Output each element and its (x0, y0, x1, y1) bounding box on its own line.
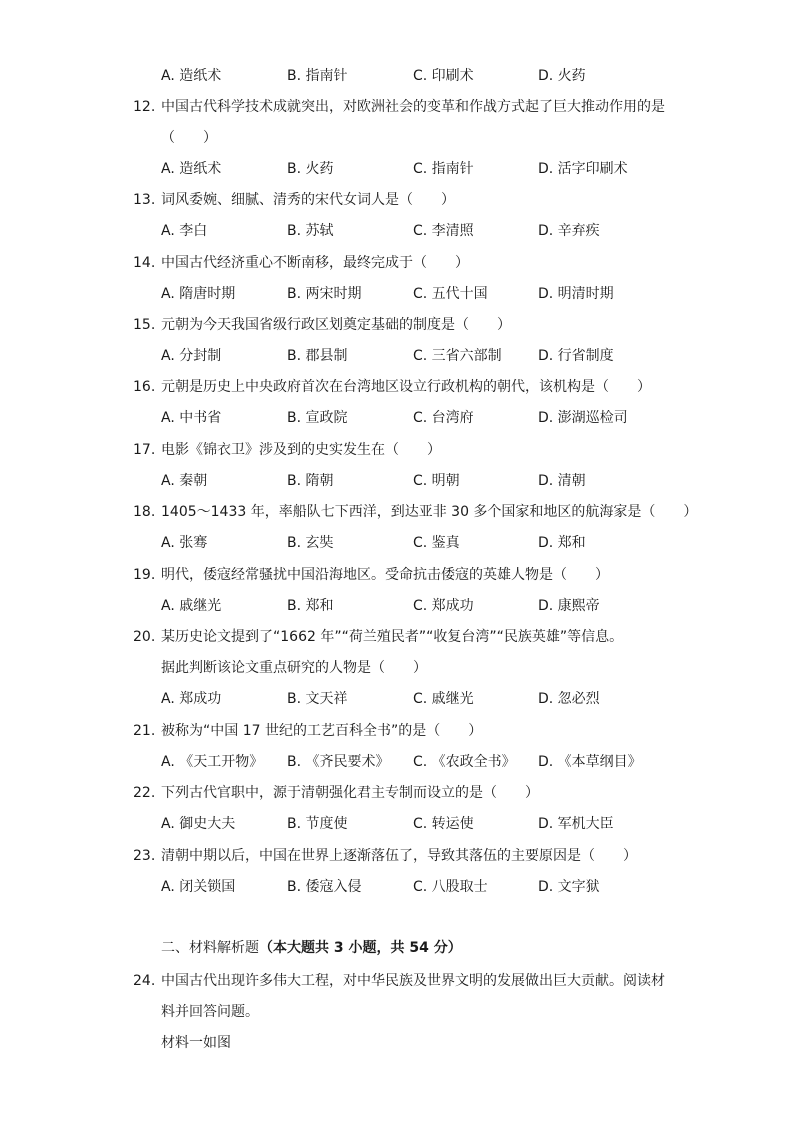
q14-number: 14. (133, 255, 156, 271)
q23-option-c[interactable]: C. 八股取士 (413, 879, 488, 895)
q16-number: 16. (133, 379, 156, 395)
q19-stem (133, 565, 609, 585)
q19-option-b[interactable]: B. 郑和 (287, 598, 334, 614)
q24-continuation: 料并回答问题。 (161, 1004, 259, 1020)
q21-text: 被称为“中国 17 世纪的工艺百科全书”的是（ ） (161, 723, 483, 739)
q15-option-c[interactable]: C. 三省六部制 (413, 348, 502, 364)
q13-number: 13. (133, 192, 156, 208)
q12-option-b[interactable]: B. 火药 (287, 161, 334, 177)
q22-option-d[interactable]: D. 军机大臣 (538, 816, 614, 832)
q15-stem (133, 315, 511, 335)
q18-text: 1405～1433 年，率船队七下西洋，到达亚非 30 多个国家和地区的航海家是（ ） (161, 504, 698, 520)
q18-option-b[interactable]: B. 玄奘 (287, 535, 334, 551)
q20-option-b[interactable]: B. 文天祥 (287, 691, 348, 707)
q15-number: 15. (133, 317, 156, 333)
q13-option-b[interactable]: B. 苏轼 (287, 223, 334, 239)
q24-stem (133, 971, 665, 991)
q14-option-d[interactable]: D. 明清时期 (538, 286, 614, 302)
q17-option-c[interactable]: C. 明朝 (413, 473, 460, 489)
q20-stem (133, 627, 623, 647)
q24-text: 中国古代出现许多伟大工程，对中华民族及世界文明的发展做出巨大贡献。阅读材 (161, 973, 665, 989)
q23-option-a[interactable]: A. 闭关锁国 (161, 879, 236, 895)
q23-option-b[interactable]: B. 倭寇入侵 (287, 879, 362, 895)
q22-option-c[interactable]: C. 转运使 (413, 816, 474, 832)
q16-option-c[interactable]: C. 台湾府 (413, 410, 474, 426)
q17-number: 17. (133, 442, 156, 458)
q17-option-a[interactable]: A. 秦朝 (161, 473, 208, 489)
q23-stem (133, 846, 637, 866)
q24-number: 24. (133, 973, 156, 989)
q23-option-d[interactable]: D. 文字狱 (538, 879, 600, 895)
q18-stem (133, 502, 697, 522)
q13-option-a[interactable]: A. 李白 (161, 223, 208, 239)
q23-text: 清朝中期以后，中国在世界上逐渐落伍了，导致其落伍的主要原因是（ ） (161, 848, 637, 864)
q17-option-b[interactable]: B. 隋朝 (287, 473, 334, 489)
q15-option-d[interactable]: D. 行省制度 (538, 348, 614, 364)
q19-option-a[interactable]: A. 戚继光 (161, 598, 222, 614)
q11-option-a[interactable]: A. 造纸术 (161, 68, 222, 84)
q19-number: 19. (133, 567, 156, 583)
q21-option-d[interactable]: D. 《本草纲目》 (538, 754, 642, 770)
q16-text: 元朝是历史上中央政府首次在台湾地区设立行政机构的朝代，该机构是（ ） (161, 379, 651, 395)
q18-number: 18. (133, 504, 156, 520)
q19-option-c[interactable]: C. 郑成功 (413, 598, 474, 614)
q22-number: 22. (133, 785, 156, 801)
section-info: （本大题共 3 小题，共 54 分） (259, 940, 462, 956)
q17-stem (133, 440, 441, 460)
q16-option-d[interactable]: D. 澎湖巡检司 (538, 410, 628, 426)
q16-stem (133, 377, 651, 397)
q13-option-d[interactable]: D. 辛弃疾 (538, 223, 600, 239)
q21-option-b[interactable]: B. 《齐民要术》 (287, 754, 390, 770)
q16-option-b[interactable]: B. 宣政院 (287, 410, 348, 426)
q12-text: 中国古代科学技术成就突出，对欧洲社会的变革和作战方式起了巨大推动作用的是 (161, 99, 665, 115)
q12-option-a[interactable]: A. 造纸术 (161, 161, 222, 177)
q21-stem (133, 721, 482, 741)
q17-option-d[interactable]: D. 清朝 (538, 473, 586, 489)
q20-continuation: 据此判断该论文重点研究的人物是（ ） (161, 660, 427, 676)
q11-option-b[interactable]: B. 指南针 (287, 68, 348, 84)
section-title: 二、材料解析题 (161, 940, 259, 956)
q19-text: 明代，倭寇经常骚扰中国沿海地区。受命抗击倭寇的英雄人物是（ ） (161, 567, 609, 583)
q14-text: 中国古代经济重心不断南移，最终完成于（ ） (161, 255, 469, 271)
q13-option-c[interactable]: C. 李清照 (413, 223, 474, 239)
q19-option-d[interactable]: D. 康熙帝 (538, 598, 600, 614)
q13-stem (133, 190, 455, 210)
q23-number: 23. (133, 848, 156, 864)
section-heading (161, 938, 462, 958)
q12-option-d[interactable]: D. 活字印刷术 (538, 161, 628, 177)
q22-text: 下列古代官职中，源于清朝强化君主专制而设立的是（ ） (161, 785, 539, 801)
q15-option-a[interactable]: A. 分封制 (161, 348, 222, 364)
q14-stem (133, 253, 469, 273)
q15-text: 元朝为今天我国省级行政区划奠定基础的制度是（ ） (161, 317, 511, 333)
q18-option-a[interactable]: A. 张骞 (161, 535, 208, 551)
q17-text: 电影《锦衣卫》涉及到的史实发生在（ ） (161, 442, 441, 458)
q12-continuation: （ ） (161, 130, 217, 146)
q21-option-c[interactable]: C. 《农政全书》 (413, 754, 516, 770)
q15-option-b[interactable]: B. 郡县制 (287, 348, 348, 364)
q21-option-a[interactable]: A. 《天工开物》 (161, 754, 264, 770)
q22-stem (133, 783, 539, 803)
q20-number: 20. (133, 629, 156, 645)
q13-text: 词风委婉、细腻、清秀的宋代女词人是（ ） (161, 192, 455, 208)
q12-number: 12. (133, 99, 156, 115)
q22-option-b[interactable]: B. 节度使 (287, 816, 348, 832)
q14-option-a[interactable]: A. 隋唐时期 (161, 286, 236, 302)
q18-option-d[interactable]: D. 郑和 (538, 535, 586, 551)
q20-option-c[interactable]: C. 戚继光 (413, 691, 474, 707)
q21-number: 21. (133, 723, 156, 739)
q18-option-c[interactable]: C. 鉴真 (413, 535, 460, 551)
q12-stem (133, 97, 665, 117)
q14-option-b[interactable]: B. 两宋时期 (287, 286, 362, 302)
q16-option-a[interactable]: A. 中书省 (161, 410, 222, 426)
q20-text: 某历史论文提到了“1662 年”“荷兰殖民者”“收复台湾”“民族英雄”等信息。 (161, 629, 624, 645)
q11-option-c[interactable]: C. 印刷术 (413, 68, 474, 84)
q20-option-a[interactable]: A. 郑成功 (161, 691, 222, 707)
q22-option-a[interactable]: A. 御史大夫 (161, 816, 236, 832)
q24-material-label: 材料一如图 (161, 1035, 231, 1051)
q11-option-d[interactable]: D. 火药 (538, 68, 586, 84)
q12-option-c[interactable]: C. 指南针 (413, 161, 474, 177)
q20-option-d[interactable]: D. 忽必烈 (538, 691, 600, 707)
q14-option-c[interactable]: C. 五代十国 (413, 286, 488, 302)
